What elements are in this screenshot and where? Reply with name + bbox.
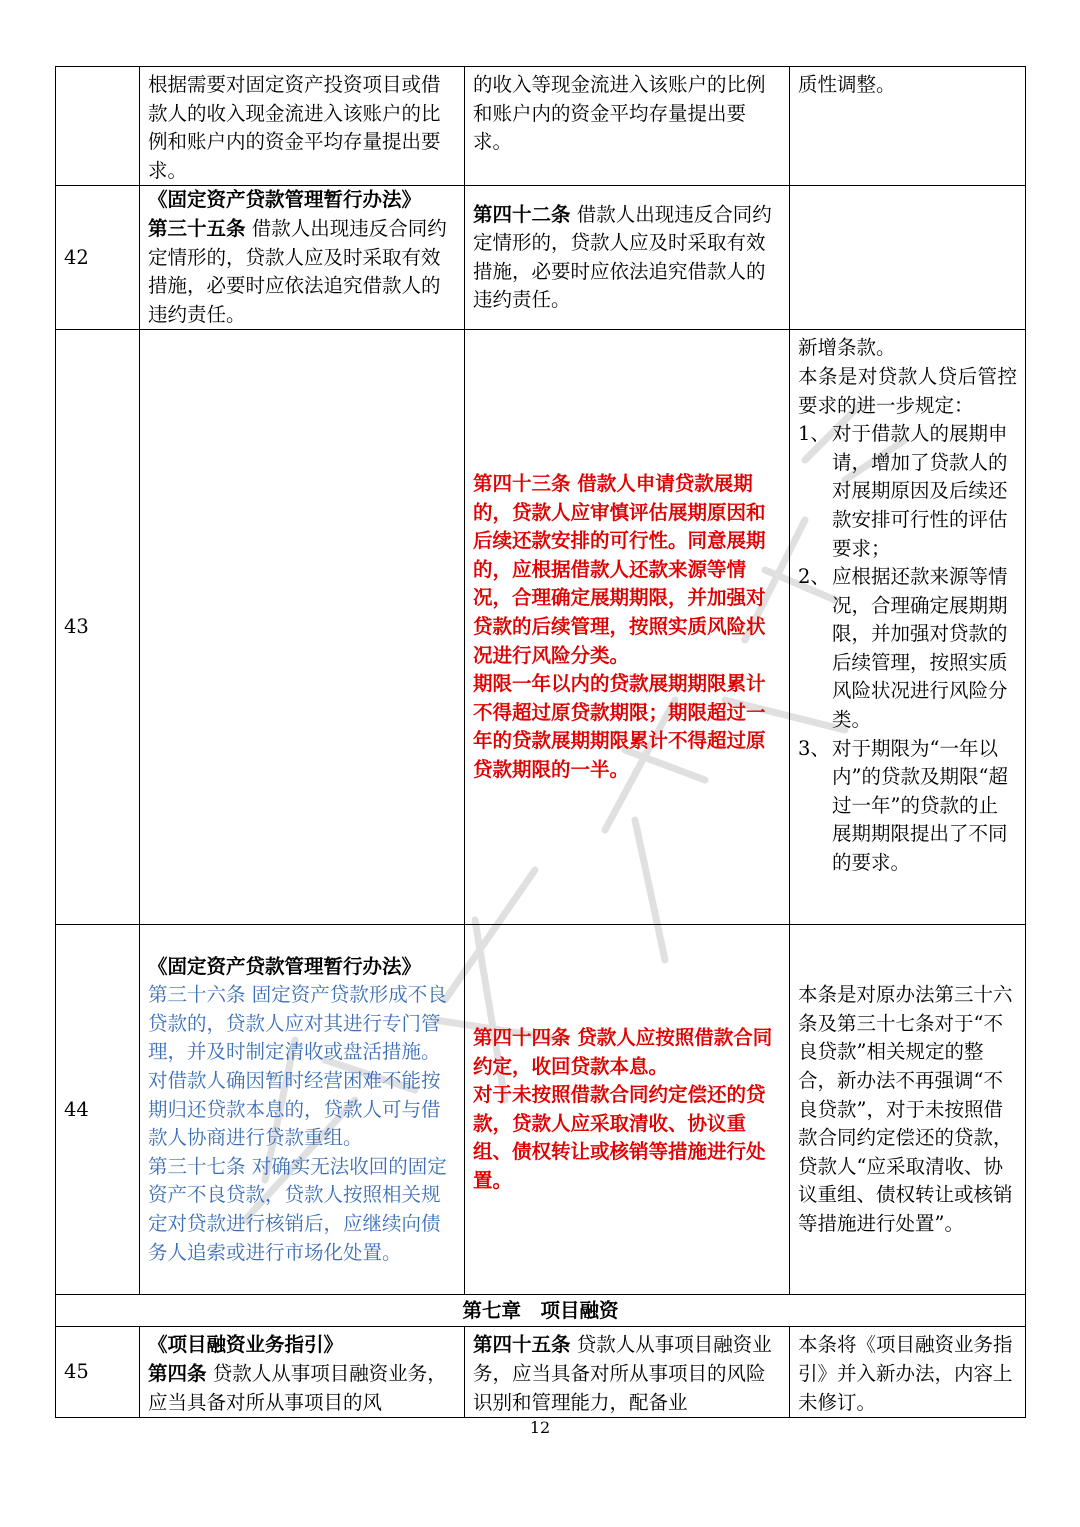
new-text: 贷款人从事项目融资业务，应当具备对所从事项目的风险识别和管理能力，配备业 (473, 1333, 772, 1414)
list-text: 应根据还款来源等情况，合理确定展期期限，并加强对贷款的后续管理，按照实质风险状况进行风险分类。 (832, 565, 1008, 732)
new-paragraph: 第四十三条 借款人申请贷款展期的，贷款人应审慎评估展期原因和后续还款安排的可行性。同意展期的，应根据借款人还款来源等情况，合理确定展期期限，并加强对贷款的后续管理，按照实质风险状况进行风险分类。 (473, 472, 766, 667)
table-row (56, 67, 1026, 186)
comparison-table (55, 66, 1026, 1418)
old-source: 《固定资产贷款管理暂行办法》 (148, 954, 422, 978)
list-number: 2、 (798, 565, 830, 589)
new-paragraph: 期限一年以内的贷款展期期限累计不得超过原贷款期限；期限超过一年的贷款展期期限累计不得超过原贷款期限的一半。 (473, 672, 766, 782)
old-provision: 根据需要对固定资产投资项目或借款人的收入现金流进入该账户的比例和账户内的资金平均存量提出要求。 (140, 67, 465, 186)
list-number: 1、 (798, 422, 830, 446)
note (790, 330, 1026, 925)
new-provision (465, 186, 790, 330)
table-row (56, 1327, 1026, 1418)
old-source: 《项目融资业务指引》 (148, 1333, 344, 1357)
chapter-heading: 第七章 项目融资 (56, 1295, 1026, 1327)
new-paragraph: 对于未按照借款合同约定偿还的贷款，贷款人应采取清收、协议重组、债权转让或核销等措施进行处置。 (473, 1083, 766, 1193)
old-paragraph: 第三十六条 固定资产贷款形成不良贷款的，贷款人应对其进行专门管理，并及时制定清收或盘活措施。 (148, 983, 447, 1064)
list-text: 对于期限为“一年以内”的贷款及期限“超过一年”的贷款的止展期期限提出了不同的要求。 (832, 736, 1008, 875)
old-provision (140, 186, 465, 330)
note: 质性调整。 (790, 67, 1026, 186)
old-paragraph: 对借款人确因暂时经营困难不能按期归还贷款本息的，贷款人可与借款人协商进行贷款重组。 (148, 1068, 441, 1150)
note: 本条将《项目融资业务指引》并入新办法，内容上未修订。 (790, 1327, 1026, 1418)
old-text: 借款人出现违反合同约定情形的，贷款人应及时采取有效措施，必要时应依法追究借款人的违约责任。 (148, 216, 447, 326)
row-number: 42 (56, 186, 140, 330)
new-article: 第四十二条 (473, 202, 571, 226)
note (790, 186, 1026, 330)
table-row (56, 330, 1026, 925)
new-text: 借款人出现违反合同约定情形的，贷款人应及时采取有效措施，必要时应依法追究借款人的违约责任。 (473, 202, 772, 312)
table-row (56, 186, 1026, 330)
note-list-item (798, 563, 1017, 735)
page-number: 12 (529, 1418, 551, 1437)
chapter-row (56, 1295, 1026, 1327)
new-provision (465, 1327, 790, 1418)
new-provision: 的收入等现金流进入该账户的比例和账户内的资金平均存量提出要求。 (465, 67, 790, 186)
old-article: 第三十五条 (148, 216, 246, 240)
new-paragraph: 第四十四条 贷款人应按照借款合同约定，收回贷款本息。 (473, 1026, 773, 1078)
row-number: 43 (56, 330, 140, 925)
row-number: 44 (56, 925, 140, 1295)
list-text: 对于借款人的展期申请，增加了贷款人的对展期原因及后续还款安排可行性的评估要求； (832, 422, 1008, 560)
old-provision (140, 330, 465, 925)
row-number: 45 (56, 1327, 140, 1418)
old-source: 《固定资产贷款管理暂行办法》 (148, 188, 422, 212)
note-paragraph: 本条是对贷款人贷后管控要求的进一步规定： (798, 364, 1017, 417)
table-row (56, 925, 1026, 1295)
old-paragraph: 第三十七条 对确实无法收回的固定资产不良贷款，贷款人按照相关规定对贷款进行核销后，应继续向债务人追索或进行市场化处置。 (148, 1154, 447, 1264)
new-provision (465, 925, 790, 1295)
new-provision (465, 330, 790, 925)
old-text: 贷款人从事项目融资业务，应当具备对所从事项目的风 (148, 1361, 447, 1414)
row-number (56, 67, 140, 186)
note: 本条是对原办法第三十六条及第三十七条对于“不良贷款”相关规定的整合，新办法不再强调“不良贷款”，对于未按照借款合同约定偿还的贷款，贷款人“应采取清收、协议重组、债权转让或核销等措施进行处置”。 (790, 925, 1026, 1295)
note-list-item (798, 735, 1017, 878)
note-paragraph: 新增条款。 (798, 336, 896, 360)
old-article: 第四条 (148, 1361, 207, 1385)
note-list-item (798, 420, 1017, 563)
list-number: 3、 (798, 736, 830, 760)
old-provision (140, 925, 465, 1295)
new-article: 第四十五条 (473, 1333, 571, 1357)
old-provision (140, 1327, 465, 1418)
